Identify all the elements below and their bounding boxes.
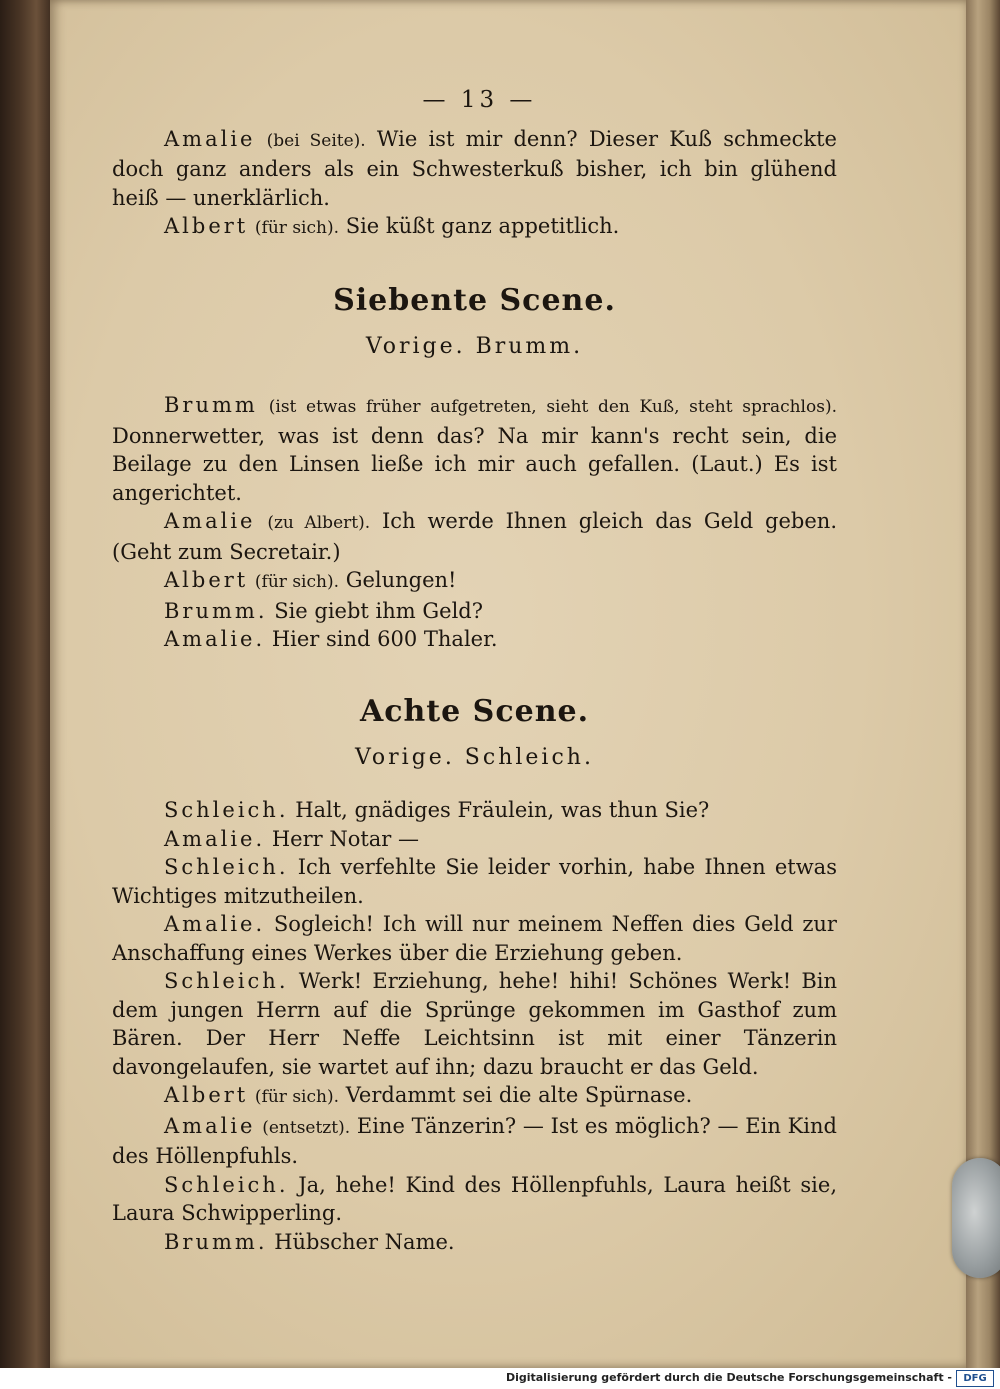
speaker: Schleich. <box>164 855 289 879</box>
speaker: Albert <box>164 1083 249 1107</box>
dialogue-line <box>112 566 837 597</box>
paper-clip-icon <box>952 1158 1000 1278</box>
dialogue-line <box>112 1171 837 1228</box>
dialogue-line <box>112 1112 837 1171</box>
dialogue-line <box>112 625 837 654</box>
speaker: Brumm. <box>164 598 268 623</box>
dialogue-text: Ich verfehlte Sie leider vorhin, habe Ihnen etwas Wichtiges mitzutheilen. <box>112 855 837 908</box>
digitization-credit: Digitalisierung gefördert durch die Deutsche Forschungsgemeinschaft - <box>505 1371 952 1384</box>
dialogue-text: Herr Notar — <box>271 826 420 851</box>
dialogue-text: Halt, gnädiges Fräulein, was thun Sie? <box>295 798 710 822</box>
stage-direction: (für sich). <box>254 1087 339 1107</box>
stage-direction: (für sich). <box>254 218 339 238</box>
dialogue-line <box>112 796 837 825</box>
stage-direction: (für sich). <box>254 572 339 592</box>
dialogue-text: Werk! Erziehung, hehe! hihi! Schönes Werk! Bin dem jungen Herrn auf die Sprünge gekommen im Gasthof zum Bären. Der Herr Neffe Leichtsinn ist mit einer Tänzerin davongelaufen, sie wartet auf ihn; dazu braucht er das Geld. <box>112 969 837 1079</box>
dialogue-line <box>112 125 837 213</box>
stage-direction: (bei Seite). <box>266 130 366 151</box>
dfg-logo: DFG <box>956 1370 994 1387</box>
dialogue-text: Sogleich! Ich will nur meinem Neffen dies Geld zur Anschaffung eines Werkes über die Erziehung geben. <box>112 912 837 965</box>
dialogue-line <box>112 212 837 243</box>
dialogue-line <box>112 910 837 967</box>
speaker: Amalie. <box>164 826 266 851</box>
dialogue-text: Donnerwetter, was ist denn das? Na mir kann's recht sein, die Beilage zu den Linsen ließe ich mir auch gefallen. (Laut.) Es ist angerichtet. <box>112 423 837 505</box>
dialogue-text: Gelungen! <box>345 568 457 592</box>
book-spine <box>0 0 52 1368</box>
dialogue-line <box>112 1081 837 1112</box>
speaker: Amalie. <box>164 912 266 936</box>
dialogue-line <box>112 391 837 507</box>
stage-direction: (ist etwas früher aufgetreten, sieht den Kuß, steht sprachlos). <box>268 397 837 417</box>
dialogue-text: Wie ist mir denn? Dieser Kuß schmeckte doch ganz anders als ein Schwesterkuß bisher, ich bin glühend heiß — unerklärlich. <box>112 126 837 210</box>
scene-persons: Vorige. Brumm. <box>365 333 584 359</box>
scene-title: Siebente Scene. <box>333 282 616 318</box>
scene-title: Achte Scene. <box>359 693 590 729</box>
dialogue-line <box>112 853 837 910</box>
dialogue-line <box>112 597 837 626</box>
dialogue-text: Sie küßt ganz appetitlich. <box>345 214 620 238</box>
dialogue-line <box>112 825 837 854</box>
dialogue-line <box>112 507 837 566</box>
speaker: Brumm <box>164 393 258 417</box>
speaker: Brumm. <box>164 1229 268 1254</box>
speaker: Amalie <box>164 1113 256 1138</box>
dialogue-text: Ja, hehe! Kind des Höllenpfuhls, Laura heißt sie, Laura Schwipperling. <box>112 1172 837 1225</box>
stage-direction: (entsetzt). <box>262 1117 351 1138</box>
dialogue-text: Hier sind 600 Thaler. <box>271 627 498 651</box>
dialogue-text: Eine Tänzerin? — Ist es möglich? — Ein Kind des Höllenpfuhls. <box>112 1113 837 1168</box>
speaker: Amalie. <box>164 627 266 651</box>
speaker: Amalie <box>164 509 256 533</box>
dialogue-text: Ich werde Ihnen gleich das Geld geben. (Geht zum Secretair.) <box>112 509 837 564</box>
page-text <box>112 86 837 1256</box>
dialogue-line <box>112 1228 837 1257</box>
scene-persons: Vorige. Schleich. <box>355 744 594 770</box>
dialogue-line <box>112 967 837 1081</box>
speaker: Schleich. <box>164 969 289 993</box>
page-number: — 13 — <box>422 87 537 113</box>
stage-direction: (zu Albert). <box>267 513 371 533</box>
speaker: Albert <box>164 214 249 238</box>
dialogue-text: Verdammt sei die alte Spürnase. <box>345 1083 693 1107</box>
speaker: Albert <box>164 568 249 592</box>
dialogue-text: Hübscher Name. <box>274 1229 455 1254</box>
speaker: Amalie <box>164 126 256 151</box>
speaker: Schleich. <box>164 798 289 822</box>
speaker: Schleich. <box>164 1172 289 1197</box>
dialogue-text: Sie giebt ihm Geld? <box>274 598 483 623</box>
